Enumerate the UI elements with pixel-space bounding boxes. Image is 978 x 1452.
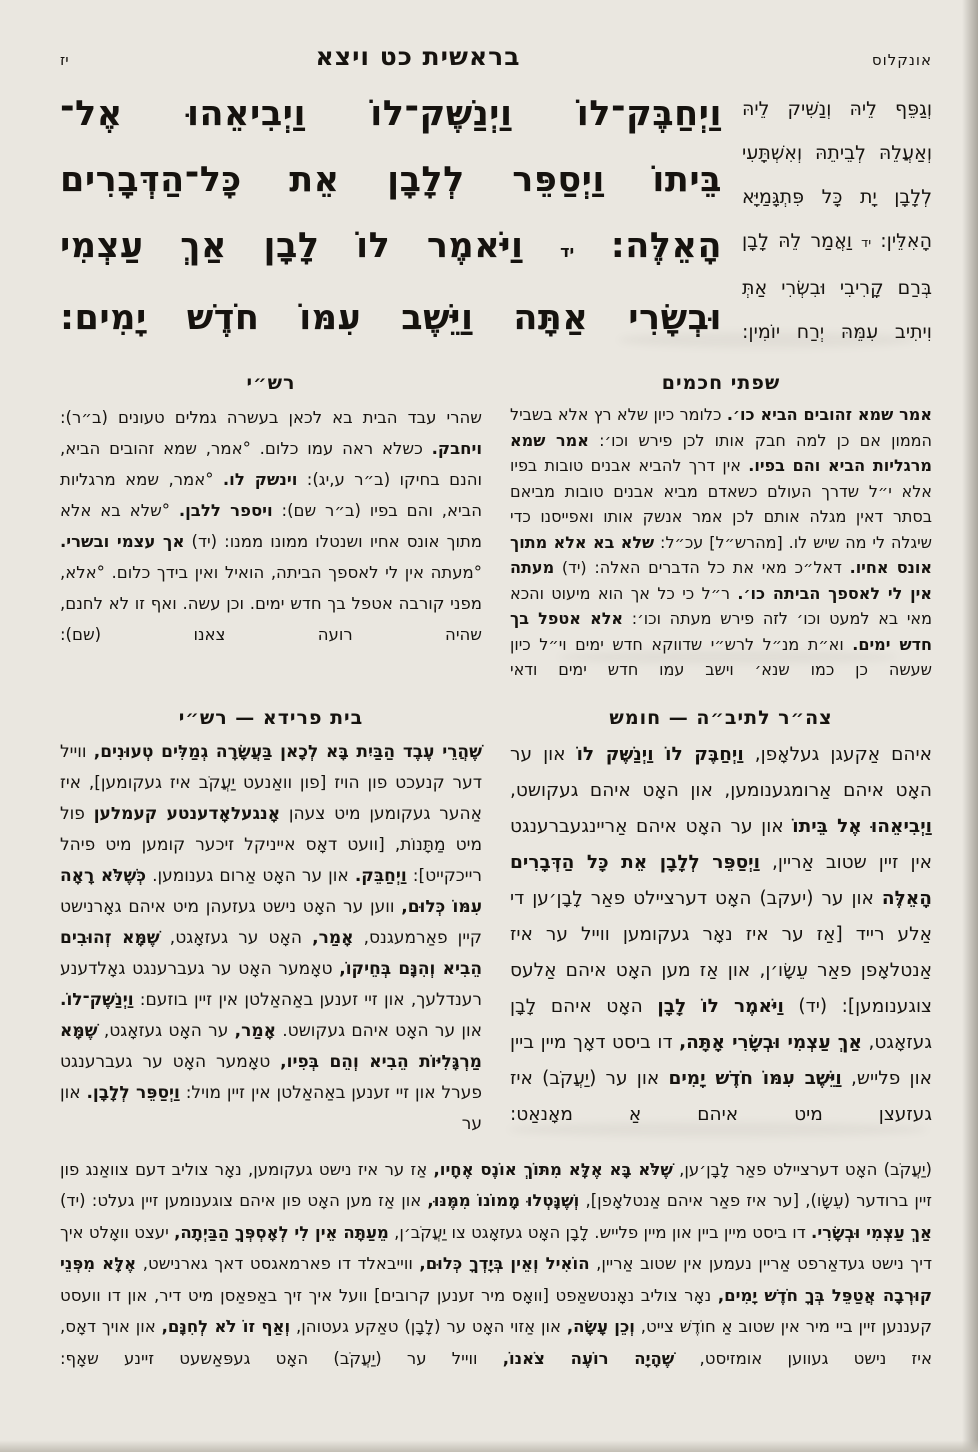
onkelos-column-label: אונקלוס xyxy=(871,51,932,69)
bottom-paragraph: (יַעֲקֹב) האָט דערציילט פאַר לָבָן׳ען, שֶׁלֹּא בָּא אֶלָּא מִתּוֹךְ אוֹנֶס אֶחָיו, אַז ער איז נישט געקומען, נאָר צוליב דעם צוואַנג פון זיין ברודער (עֵשָׂו), [ער איז פאַר איהם אַנטלאָפן], וְשֶׁנָּטְלוּ מָמוֹנוֹ מִמֶּנּוּ, און אַז מען האָט פון איהם צוגענומען זיין געלט: (יד) אַךְ עַצְמִי וּבְשָׂרִי. דו ביסט מיין ביין און מיין פלייש. לָבָן האָט געזאָגט צו יַעֲקֹב׳ן, מֵעַתָּה אֵין לִי לְאָסְפְּךָ הַבַּיְתָה, יעצט וואָלט איך דיך נישט געדאַרפט אַריין נעמען אין שטוב אַריין, הוֹאִיל וְאֵין בְּיָדְךָ כְּלוּם, ווייבאלד דו פארמאגסט דאך גארנישט, אֶלָּא מִפְּנֵי קוּרְבָה אֲטַפֵּל בְּךָ חֹדֶשׁ יָמִים, נאָר צוליב נאָנטשאַפט [וואָס מיר זענען קרובים] וועל איך זיך באַפאַסן מיט דיר, און דו וועסט קעננען זיין ביי מיר אין שטוב אַ חוֹדֶשׁ צייט, וְכֵן עָשָׂה, און אַזוי האָט ער (לָבָן) טאַקע געטוהן, וְאַף זוֹ לֹא לְחִנָּם, און אויך דאָס, איז נישט געווען אומזיסט, שֶׁהָיָה רוֹעֶה צֹאנוֹ, ווייל ער (יַעֲקֹב) האָט געפּאַשעט זיינע שאָף: xyxy=(60,1159,933,1368)
torah-line: בֵּיתוֹ וַיְסַפֵּר לְלָבָן אֵת כָּל־הַדְּבָרִים xyxy=(60,160,722,200)
onkelos-text xyxy=(742,81,932,354)
siftei-chachamim-text: אמר שמא זהובים הביא כו׳. כלומר כיון שלא רץ אלא בשביל הממון אם כן למה חבק אותו לכן פירש וכו׳: אמר שמא מרגליות הביא והם בפיו. אין דרך להביא אבנים טובות בפיו אלא י״ל שדרך העולם כשאדם מביא אבנים טובות מביאם בסתר דאין מגלה אותם לכן אמר אנשק אותו ואפייסנו כדי שיגלה לי מה שיש לו. [מהרש״ל] עכ״ל: שלא בא אלא מתוך אונס אחיו. דאל״כ מאי את כל הדברים האלה: (יד) מעתה אין לי לאספך הביתה כו׳. ר״ל כי כל אך הוא מיעוט והכא מאי בא למעט וכו׳ לזה פירש מעתה וכו׳: אלא אטפל בך חדש ימים. וא״ת מנ״ל לרש״י שדווקא חדש ימים וי״ל כיון שעשה כן כמו שנא׳ וישב עמו חדש ימים ודאי xyxy=(510,405,933,679)
yiddish-band xyxy=(60,707,932,1140)
page-content xyxy=(60,0,932,1374)
torah-line: הָאֵלֶּה: יד וַיֹּאמֶר לוֹ לָבָן אַךְ עַצְמִי xyxy=(60,226,722,266)
tzohar-title: צה״ר לתיב״ה — חומש xyxy=(609,706,833,729)
commentary-band xyxy=(60,372,932,683)
page-number: יז xyxy=(60,51,69,69)
scan-smudge xyxy=(508,1122,928,1137)
verse-band xyxy=(60,81,932,354)
scan-smudge xyxy=(618,332,918,348)
page-bottom-shadow xyxy=(0,1440,978,1452)
torah-text xyxy=(60,81,722,354)
siftei-chachamim-title: שפתי חכמים xyxy=(661,372,781,394)
page-header xyxy=(60,42,932,71)
rashi-section xyxy=(60,372,482,683)
onkelos-line: וְאַעֲלֵהּ לְבֵיתֵהּ וְאִשְׁתָּעִי xyxy=(742,142,932,164)
rashi-text: שהרי עבד הבית בא לכאן בעשרה גמלים טעונים (ב״ר): ויחבק. כשלא ראה עמו כלום. °אמר, שמא זהובים הביא, והנם בחיקו (ב״ר ע,יג): וינשק לו. °אמר, שמא מרגליות הביא, והם בפיו (ב״ר שם): ויספר ללבן. °שלא בא אלא מתוך אונס אחיו ושנטלו ממונו ממנו: (יד) אך עצמי ובשרי. °מעתה אין לי לאספך הביתה, הואיל ואין בידך כלום. °אלא, מפני קורבה אטפל בך חדש ימים. וכן עשה. ואף זו לא לחנם, שהיה רועה צאנו (שם): xyxy=(60,408,483,644)
rashi-title: רש״י xyxy=(246,372,296,394)
tzohar-section xyxy=(510,707,932,1140)
beis-frida-section xyxy=(60,707,482,1140)
onkelos-line: הָאִלֵּין: יד וַאֲמַר לֵהּ לָבָן xyxy=(742,230,932,252)
scan-smudge xyxy=(558,650,898,664)
tzohar-text: איהם אַקעגן געלאָפן, וַיְחַבֶּק לוֹ וַיְנַשֶּׁק לוֹ און ער האָט איהם אַרומגענומען, און האָט איהם געקושט, וַיְבִיאֵהוּ אֶל בֵּיתוֹ און ער האָט איהם אַריינגעברענגט אין זיין שטוב אַריין, וַיְסַפֵּר לְלָבָן אֵת כָּל הַדְּבָרִים הָאֵלֶּה און ער (יעקב) האָט דערציילט פאַר לָבָן׳ען די אַלע רייד [אַז ער איז נאָר געקומען ווייל ער איז אַנטלאָפן פאַר עֵשָׂו׳ן, און אַז מען האָט איהם אַלעס צוגענומען]: (יד) וַיֹּאמֶר לוֹ לָבָן האָט איהם לָבָן געזאָגט, אַךְ עַצְמִי וּבְשָׂרִי אָתָּה, דו ביסט דאָך מיין ביין און פלייש, וַיֵּשֶׁב עִמּוֹ חֹדֶשׁ יָמִים און ער (יַעֲקֹב) איז געזעצן מיט איהם אַ מאָנאַט: xyxy=(510,743,932,1125)
onkelos-line: לְלָבָן יָת כָּל פִּתְגָּמַיָּא xyxy=(742,186,932,208)
torah-line: וַיְחַבֶּק־לוֹ וַיְנַשֶּׁק־לוֹ וַיְבִיאֵהוּ אֶל־ xyxy=(60,94,722,134)
page-gutter-shadow xyxy=(962,0,978,1452)
beis-frida-text: שֶׁהֲרֵי עֶבֶד הַבַּיִת בָּא לְכָאן בַּעֲשָׂרָה גְמַלִּים טְעוּנִים, ווייל דער קנעכט פון הויז [פון וואַנעט יַעֲקֹב איז געקומען], איז אַהער געקומען מיט צעהן אָנגעלאָדענטע קעמלען פול מיט מַתָּנוֹת, [וועט דאָס אייניקל זיכער קומען מיט פיהל רייכקייט]: וַיְחַבֵּק. און ער האָט אַרום גענומען. כְּשֶׁלֹּא רָאָה עִמּוֹ כְּלוּם, ווען ער האָט נישט געזעהן מיט איהם גאָרנישט קיין פאַרמעגנס, אָמַר, האָט ער געזאָגט, שֶׁמָּא זְהוּבִים הֵבִיא וְהִנָּם בְּחֵיקוֹ, טאָמער האָט ער געברענגט גאָלדענע רענדלעך, און זיי זענען באַהאַלטן אין זיין בוזעם: וַיְנַשֶּׁק־לוֹ. און ער האָט איהם געקושט. אָמַר, ער האָט געזאָגט, שֶׁמָּא מַרְגָּלִיּוֹת הֵבִיא וְהֵם בְּפִיו, טאָמער האָט ער געברענגט פערל און זיי זענען באַהאַלטן אין זיין מויל: וַיְסַפֵּר לְלָבָן. און ער xyxy=(60,741,483,1134)
beis-frida-title: בית פרידא — רש״י xyxy=(178,706,364,729)
onkelos-line: וְגַפֵּף לֵיהּ וְנַשִּׁיק לֵיהּ xyxy=(742,98,932,120)
page-title: בראשית כט ויצא xyxy=(315,42,521,71)
onkelos-line: וִיתִיב עִמֵּהּ יְרַח יוֹמִין: xyxy=(742,321,932,343)
onkelos-line: בְּרַם קָרִיבִי וּבִשְׂרִי אַתְּ xyxy=(742,277,932,299)
torah-line: וּבְשָׂרִי אַתָּה וַיֵּשֶׁב עִמּוֹ חֹדֶשׁ יָמִים: xyxy=(60,298,722,338)
siftei-chachamim-section xyxy=(510,372,932,683)
